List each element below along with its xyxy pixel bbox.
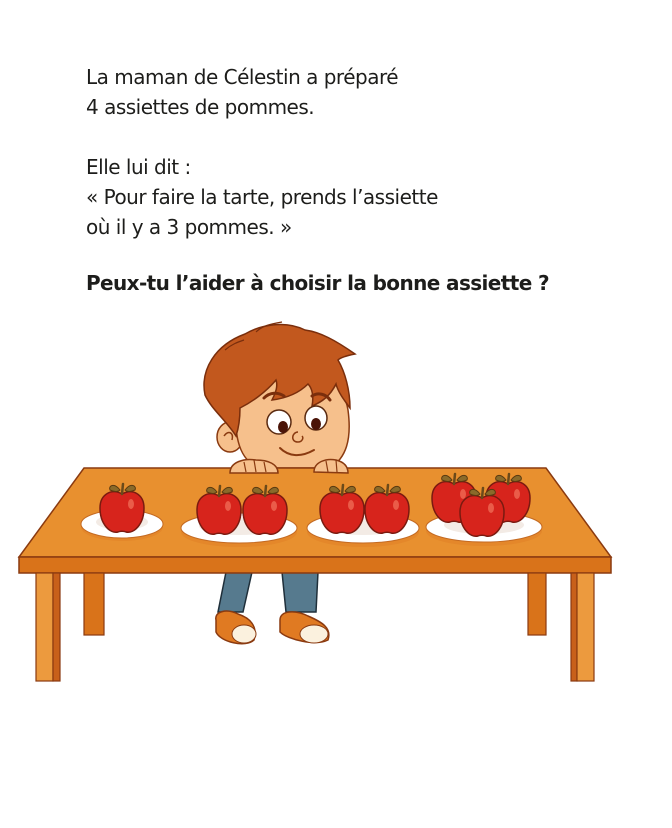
story-text — [86, 62, 626, 242]
story-line: 4 assiettes de pommes. — [86, 95, 315, 119]
story-paragraph-2 — [86, 152, 626, 242]
boy-at-table-illustration — [0, 310, 672, 710]
story-line: La maman de Célestin a préparé — [86, 65, 399, 89]
question-prompt: Peux-tu l’aider à choisir la bonne assiette ? — [86, 271, 550, 295]
boy-legs — [216, 572, 329, 644]
story-line: « Pour faire la tarte, prends l’assiette — [86, 185, 438, 209]
story-line: où il y a 3 pommes. » — [86, 215, 292, 239]
story-paragraph-1 — [86, 62, 626, 122]
boy-head — [204, 322, 355, 468]
story-line: Elle lui dit : — [86, 155, 191, 179]
